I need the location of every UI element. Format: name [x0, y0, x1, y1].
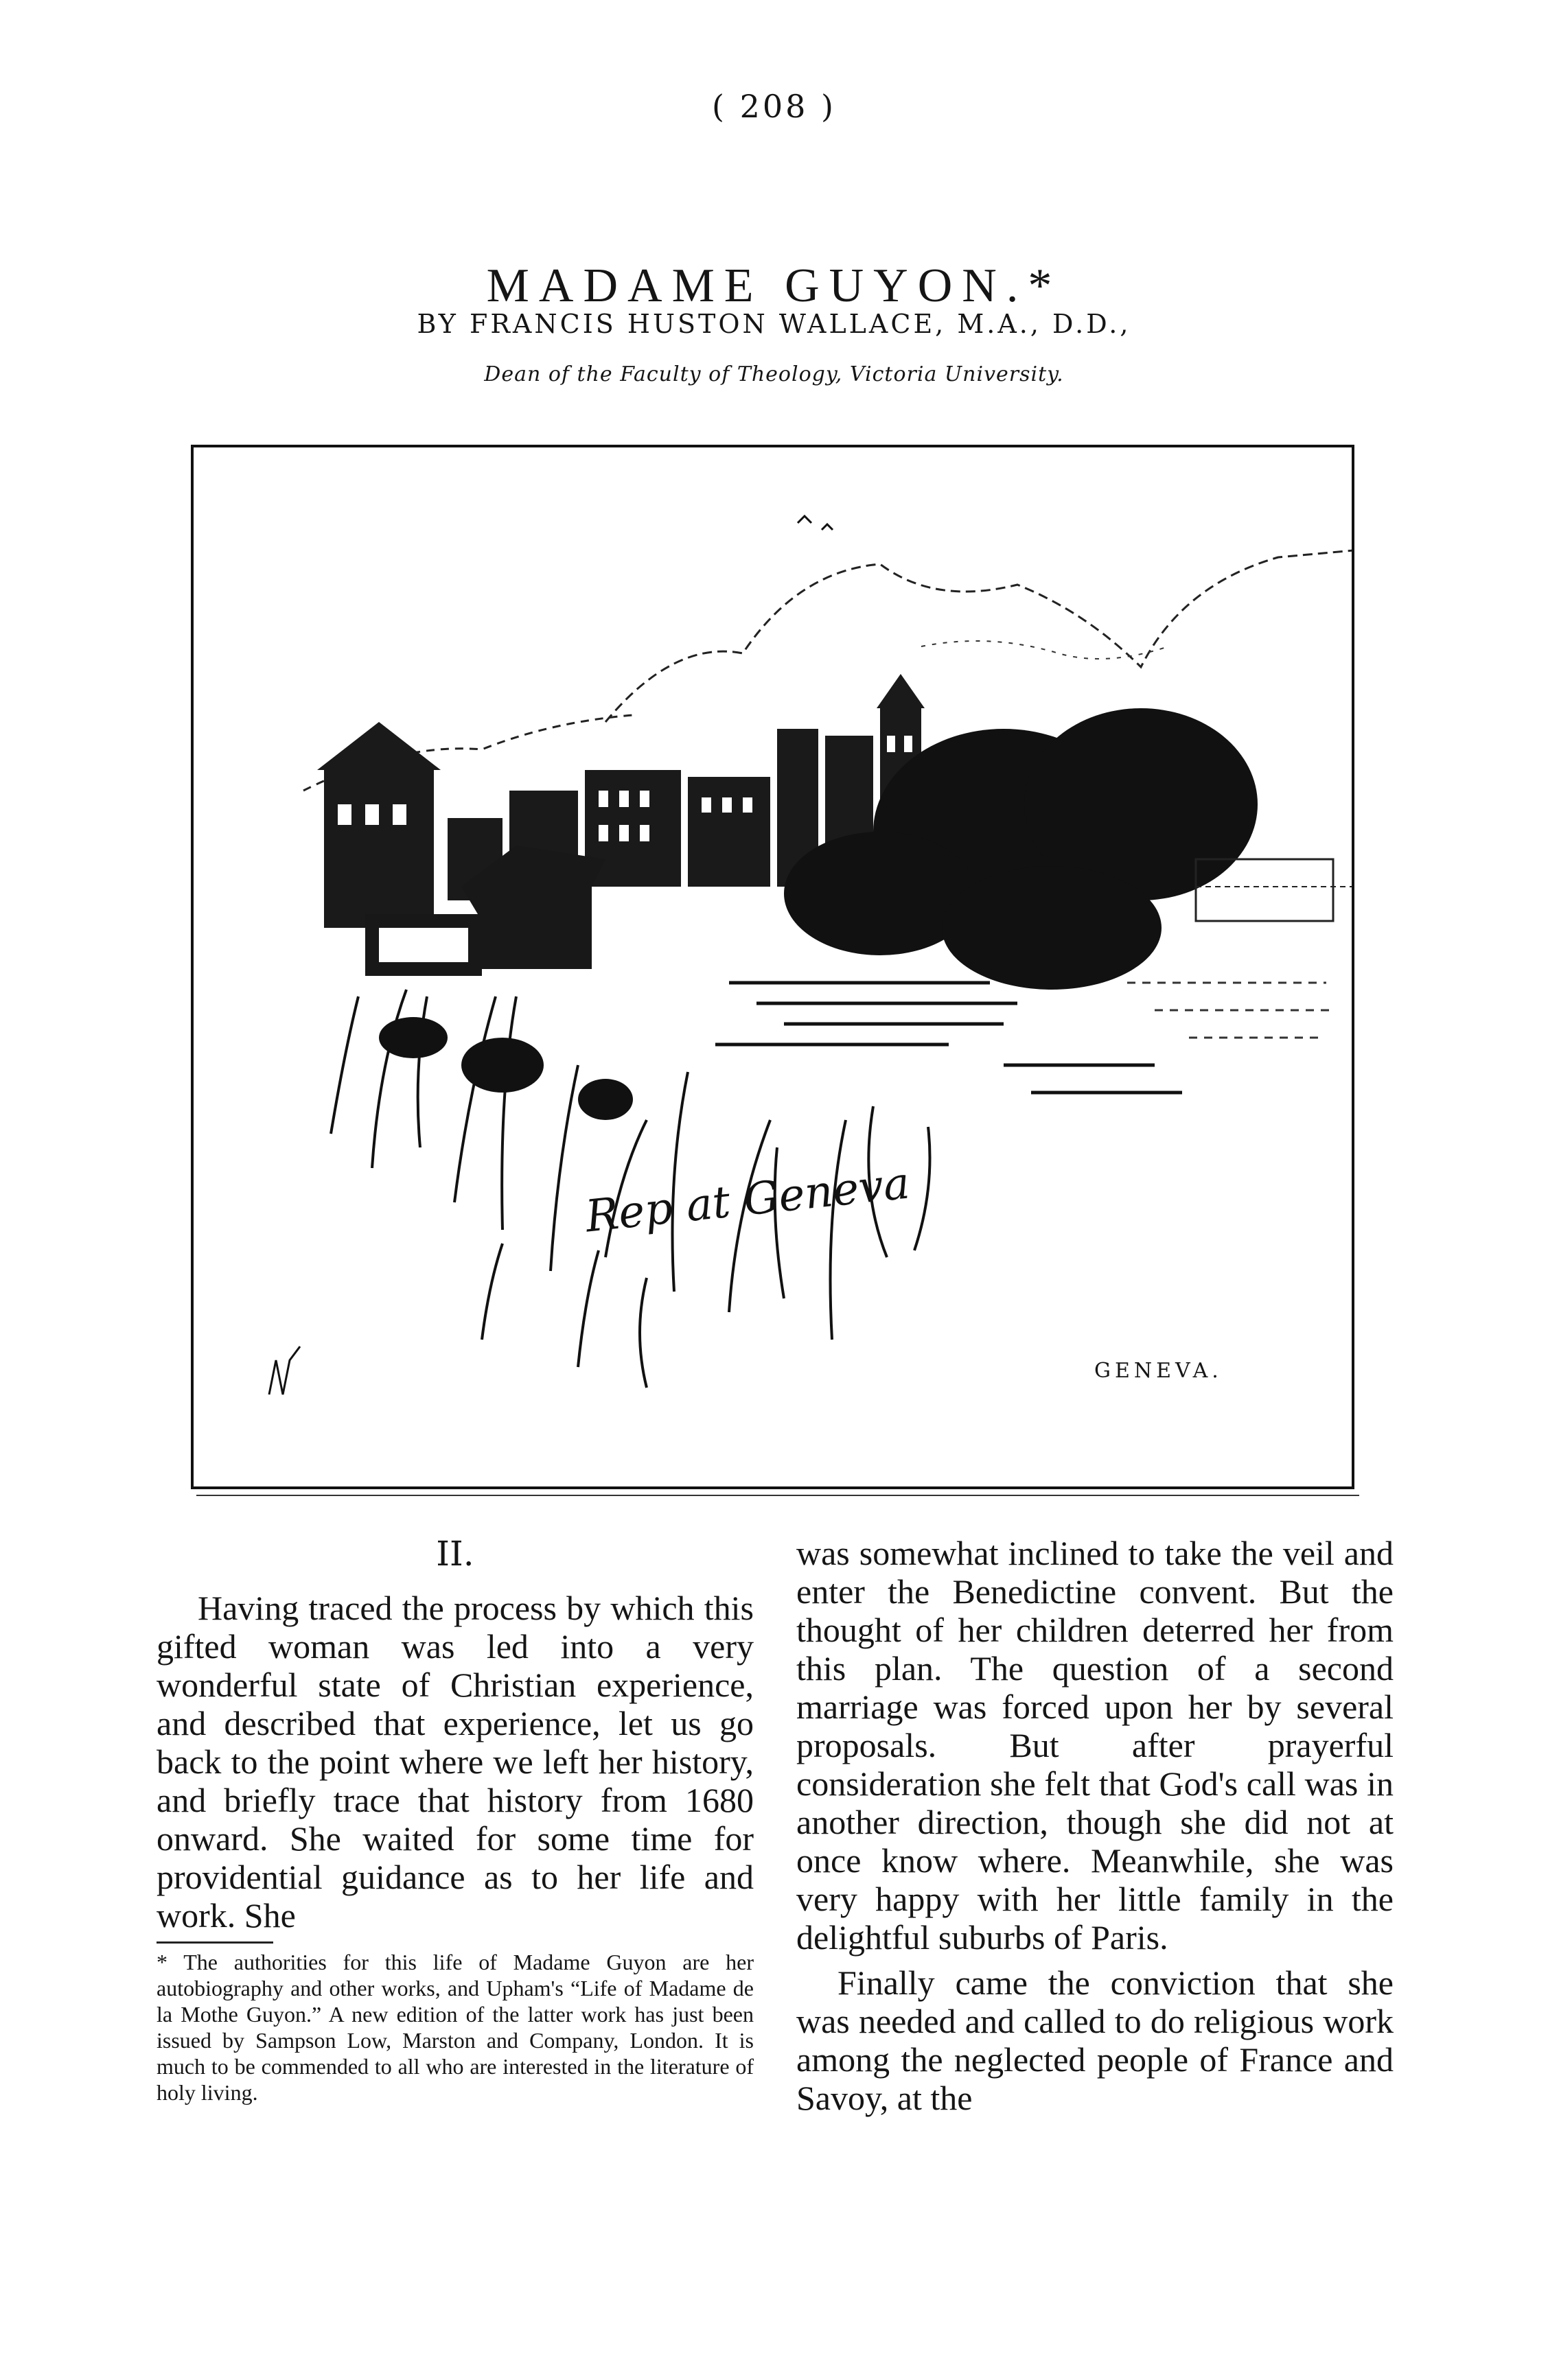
article-title: MADAME GUYON.* [486, 259, 1062, 312]
right-column [796, 1534, 1394, 2117]
illustration-underline [196, 1495, 1359, 1496]
illustration-caption: GENEVA. [1094, 1359, 1223, 1383]
geneva-illustration [191, 445, 1354, 1489]
right-column-paragraph-2: Finally came the conviction that she was needed and called to do religious work among the neglected people of France and Savoy, at the [796, 1963, 1394, 2117]
author-affiliation: Dean of the Faculty of Theology, Victoria University. [484, 362, 1064, 386]
page-number: ( 208 ) [712, 88, 836, 125]
geneva-sketch [194, 447, 1354, 1489]
right-column-paragraph-1: was somewhat inclined to take the veil and enter the Benedictine convent. But the thought of her children deterred her from this plan. The question of a second marriage was forced upon her by several proposals. But after prayerful consideration she felt that God's call was in another direction, though she did not at once know where. Meanwhile, she was very happy with her little family in the delightful suburbs of Paris. [796, 1534, 1394, 1957]
left-column-paragraph: Having traced the process by which this gifted woman was led into a very wonderful state of Christian experience, and described that experience, let us go back to the point where we left her history, and briefly trace that history from 1680 onward. She waited for some time for providential guidance as to her life and work. She [157, 1589, 754, 1935]
section-numeral: II. [436, 1534, 474, 1574]
left-column [157, 1534, 754, 2105]
sketch-signature: Rep at Geneva [583, 1158, 912, 1243]
footnote-rule [157, 1941, 273, 1944]
footnote: * The authorities for this life of Madame Guyon are her autobiography and other works, and Upham's “Life of Madame de la Mothe Guyon.” A new edition of the latter work has just been issued by Sampson Low, Marston and Company, London. It is much to be commended to all who are interested in the literature of holy living. [157, 1950, 754, 2105]
author-byline: BY FRANCIS HUSTON WALLACE, M.A., D.D., [417, 309, 1131, 339]
